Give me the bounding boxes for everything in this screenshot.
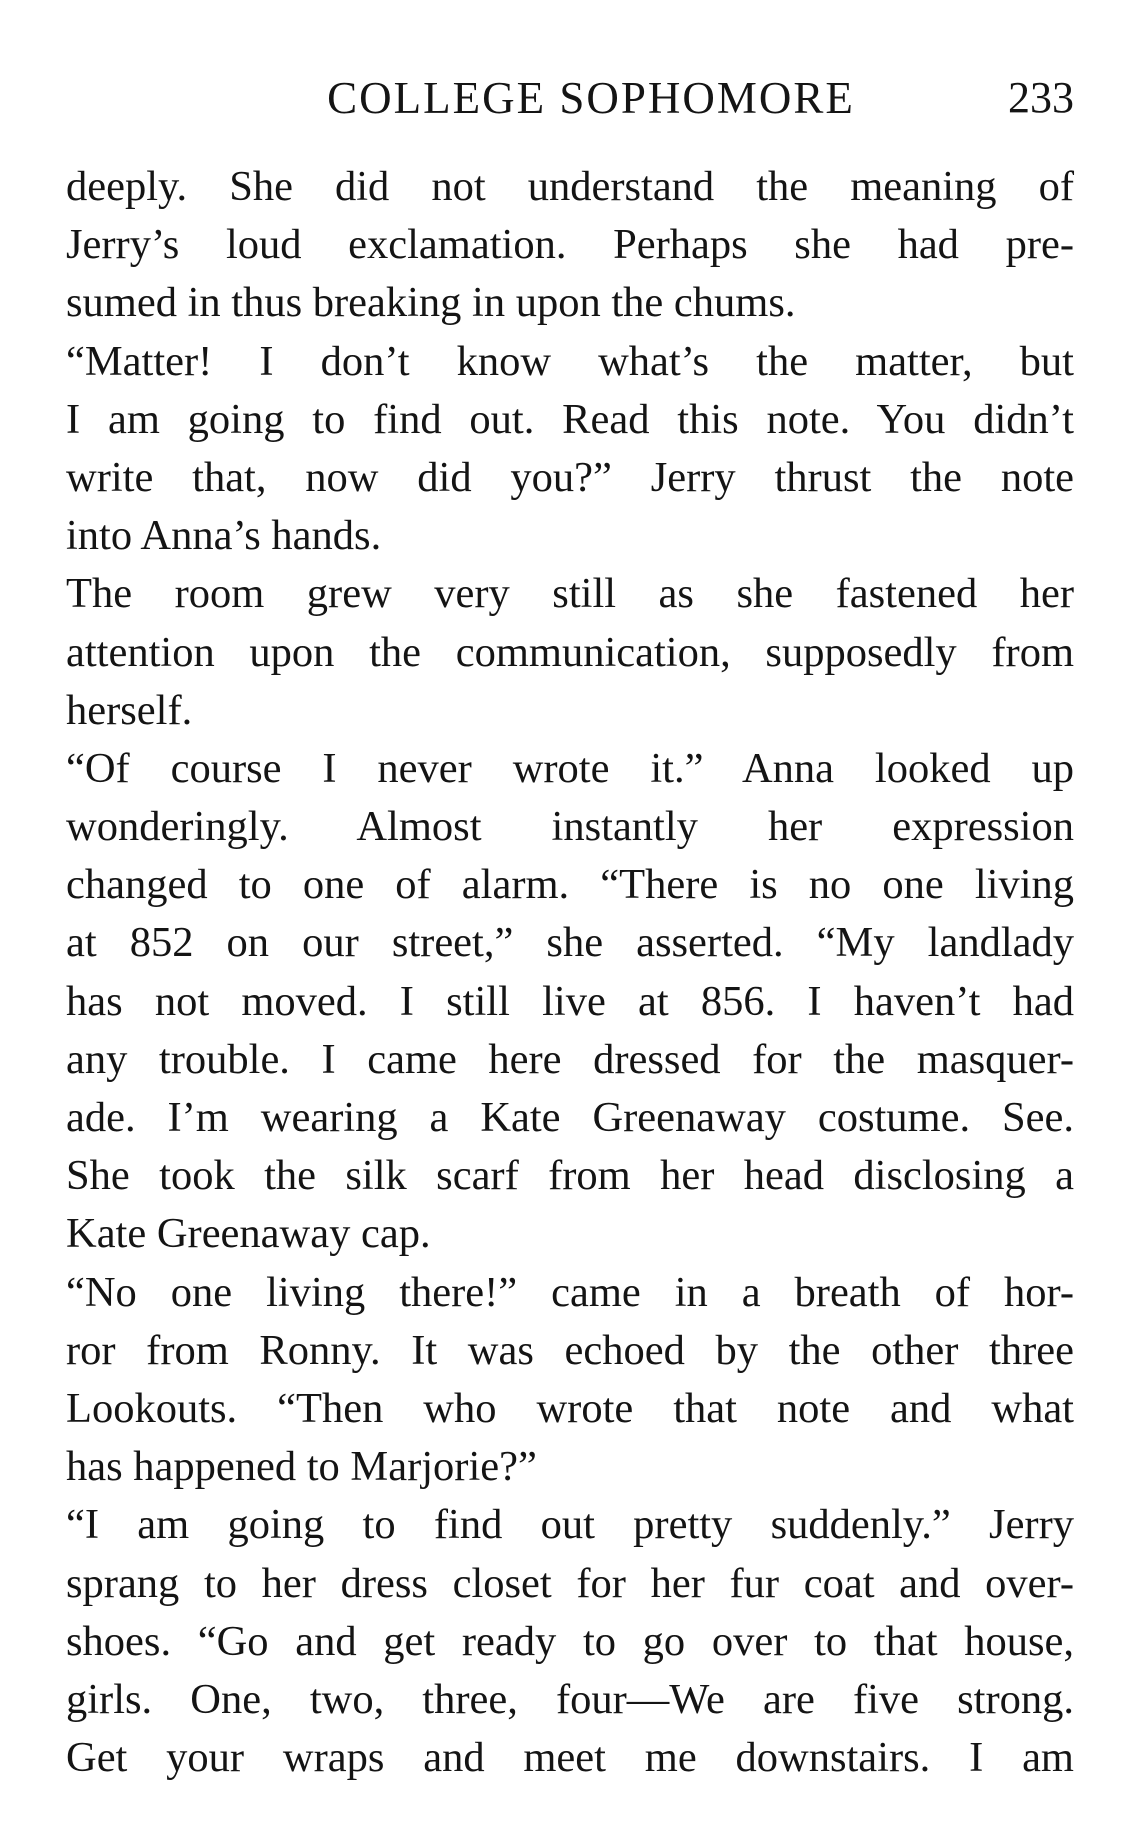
page-number: 233 bbox=[1008, 73, 1074, 122]
paragraph bbox=[66, 1264, 1074, 1497]
text-line: The room grew very still as she fastened her bbox=[66, 570, 1074, 618]
text-line: “Of course I never wrote it.” Anna looked up bbox=[66, 744, 1074, 792]
text-line: wonderingly. Almost instantly her expression bbox=[66, 803, 1074, 851]
text-line: into Anna’s hands. bbox=[66, 512, 382, 560]
paragraph bbox=[66, 158, 1074, 333]
text-line: “No one living there!” came in a breath of hor- bbox=[66, 1268, 1074, 1316]
paragraph bbox=[66, 333, 1074, 566]
text-line: girls. One, two, three, four—We are five strong. bbox=[66, 1675, 1074, 1723]
paragraph bbox=[66, 565, 1074, 740]
text-line: “I am going to find out pretty suddenly.” Jerry bbox=[66, 1501, 1074, 1549]
text-line: write that, now did you?” Jerry thrust the note bbox=[66, 453, 1074, 501]
text-line: sprang to her dress closet for her fur coat and over- bbox=[66, 1559, 1074, 1607]
text-line: Lookouts. “Then who wrote that note and what bbox=[66, 1384, 1074, 1432]
text-line: Get your wraps and meet me downstairs. I am bbox=[66, 1734, 1074, 1782]
text-line: Kate Greenaway cap. bbox=[66, 1210, 431, 1258]
text-line: changed to one of alarm. “There is no one living bbox=[66, 861, 1074, 909]
text-line: ade. I’m wearing a Kate Greenaway costume. See. bbox=[66, 1094, 1074, 1141]
running-title: COLLEGE SOPHOMORE bbox=[327, 73, 855, 123]
text-line: sumed in thus breaking in upon the chums. bbox=[66, 279, 796, 327]
paragraph bbox=[66, 740, 1074, 1264]
text-line: any trouble. I came here dressed for the masquer- bbox=[66, 1035, 1074, 1083]
text-line: “Matter! I don’t know what’s the matter, but bbox=[66, 337, 1074, 385]
text-line: She took the silk scarf from her head disclosing a bbox=[66, 1152, 1074, 1200]
text-line: herself. bbox=[66, 686, 193, 734]
paragraph bbox=[66, 1496, 1074, 1787]
text-line: Jerry’s loud exclamation. Perhaps she had pre- bbox=[66, 221, 1074, 269]
running-head bbox=[68, 68, 1074, 128]
text-line: has happened to Marjorie?” bbox=[66, 1443, 537, 1491]
body-text bbox=[66, 158, 1074, 1787]
text-line: attention upon the communication, supposedly from bbox=[66, 628, 1074, 676]
text-line: ror from Ronny. It was echoed by the other three bbox=[66, 1326, 1074, 1374]
text-line: deeply. She did not understand the meaning of bbox=[66, 163, 1074, 210]
text-line: shoes. “Go and get ready to go over to that house, bbox=[66, 1617, 1074, 1665]
text-line: has not moved. I still live at 856. I haven’t had bbox=[66, 977, 1074, 1025]
text-line: at 852 on our street,” she asserted. “My landlady bbox=[66, 919, 1074, 967]
text-line: I am going to find out. Read this note. You didn’t bbox=[66, 395, 1074, 443]
